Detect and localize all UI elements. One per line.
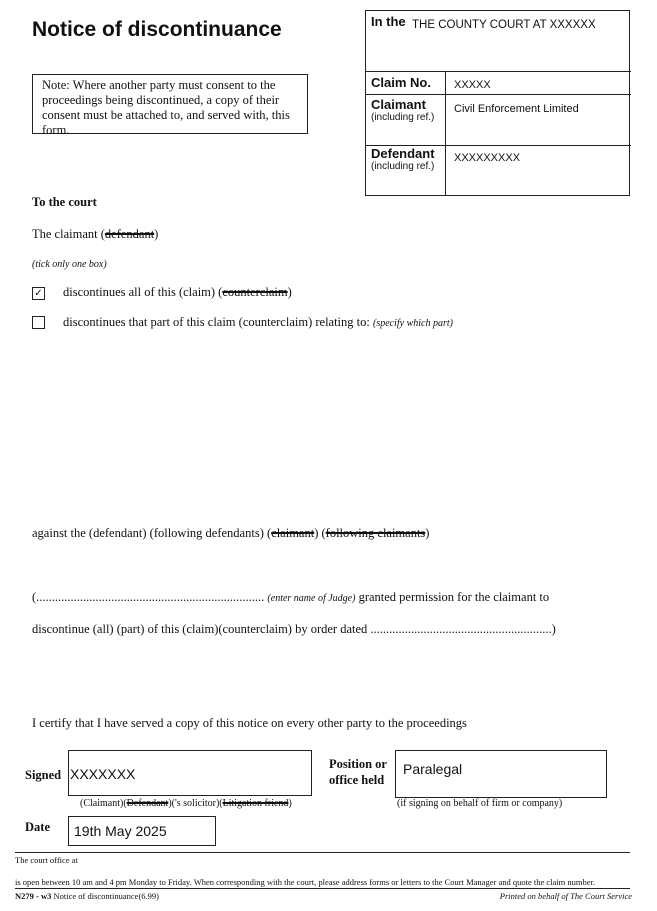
court-details-box <box>365 10 630 196</box>
signer-role-caption: (Claimant)(Defendant)('s solicitor)(Litigation friend) <box>80 798 292 809</box>
consent-note: Note: Where another party must consent to the proceedings being discontinued, a copy of their consent must be attached to, and served with, this form. <box>32 74 308 134</box>
defendant-label: Defendant (including ref.) <box>371 146 435 172</box>
specify-part-hint: (specify which part) <box>372 318 453 329</box>
signed-label: Signed <box>25 768 62 782</box>
claimant-label: Claimant (including ref.) <box>371 97 435 123</box>
date-label: Date <box>25 820 50 834</box>
discontinue-all-checkbox[interactable]: ✓ <box>32 287 45 300</box>
position-field[interactable] <box>395 750 607 798</box>
court-hours-text: is open between 10 am and 4 pm Monday to Friday. When corresponding with the court, please address forms or letters to the Court Manager and quote the claim number. <box>15 877 595 887</box>
claim-no-value: XXXXX <box>454 79 491 91</box>
footer-bottom-divider <box>15 888 630 889</box>
printed-by: Printed on behalf of The Court Service <box>499 891 632 901</box>
court-name: THE COUNTY COURT AT XXXXXX <box>412 19 596 31</box>
signed-value: XXXXXXX <box>70 766 136 782</box>
struck-claimant: claimant <box>271 526 315 540</box>
claim-no-label: Claim No. <box>371 75 431 90</box>
struck-defendant: defendant <box>104 227 155 241</box>
claimant-value: Civil Enforcement Limited <box>454 103 579 115</box>
defendant-value: XXXXXXXXX <box>454 152 521 164</box>
to-the-court-heading: To the court <box>32 195 97 209</box>
certify-statement: I certify that I have served a copy of this notice on every other party to the proceedings <box>32 716 467 730</box>
in-the-label: In the <box>371 14 406 29</box>
discontinue-part-checkbox[interactable] <box>32 316 45 329</box>
footer-divider <box>15 852 630 853</box>
order-date-line: discontinue (all) (part) of this (claim)(counterclaim) by order dated ..........................................................) <box>32 622 556 636</box>
judge-name-hint: (enter name of Judge) <box>267 593 356 604</box>
defendant-ref-hint: (including ref.) <box>371 161 435 172</box>
court-office-text: The court office at <box>15 855 78 865</box>
form-name: Notice of discontinuance(6.99) <box>53 891 159 901</box>
claimant-ref-hint: (including ref.) <box>371 112 435 123</box>
date-field[interactable] <box>68 816 216 846</box>
signed-field[interactable] <box>68 750 312 796</box>
claimant-line: The claimant (defendant) <box>32 227 159 241</box>
tick-hint: (tick only one box) <box>32 259 107 270</box>
form-title: Notice of discontinuance <box>32 18 282 41</box>
form-reference <box>15 891 159 901</box>
discontinue-all-label: discontinues all of this (claim) (counterclaim) <box>63 285 292 299</box>
position-value: Paralegal <box>403 761 463 777</box>
against-line: against the (defendant) (following defendants) (claimant) (following claimants) <box>32 526 430 540</box>
struck-following-claimants: following claimants <box>325 526 426 540</box>
struck-defendant-role: Defendant <box>126 798 169 809</box>
form-code: N279 - w3 <box>15 891 52 901</box>
position-label: Position or office held <box>329 757 387 787</box>
judge-permission-line: (......................................................................... (enter name of Judge) granted permission for the claimant to <box>32 590 550 604</box>
date-value: 19th May 2025 <box>74 823 167 839</box>
struck-counterclaim: counterclaim <box>222 285 288 299</box>
discontinue-part-label: discontinues that part of this claim (counterclaim) relating to: (specify which part) <box>63 315 453 329</box>
struck-litigation-friend: Litigation friend <box>222 798 289 809</box>
position-caption: (if signing on behalf of firm or company) <box>397 798 563 809</box>
